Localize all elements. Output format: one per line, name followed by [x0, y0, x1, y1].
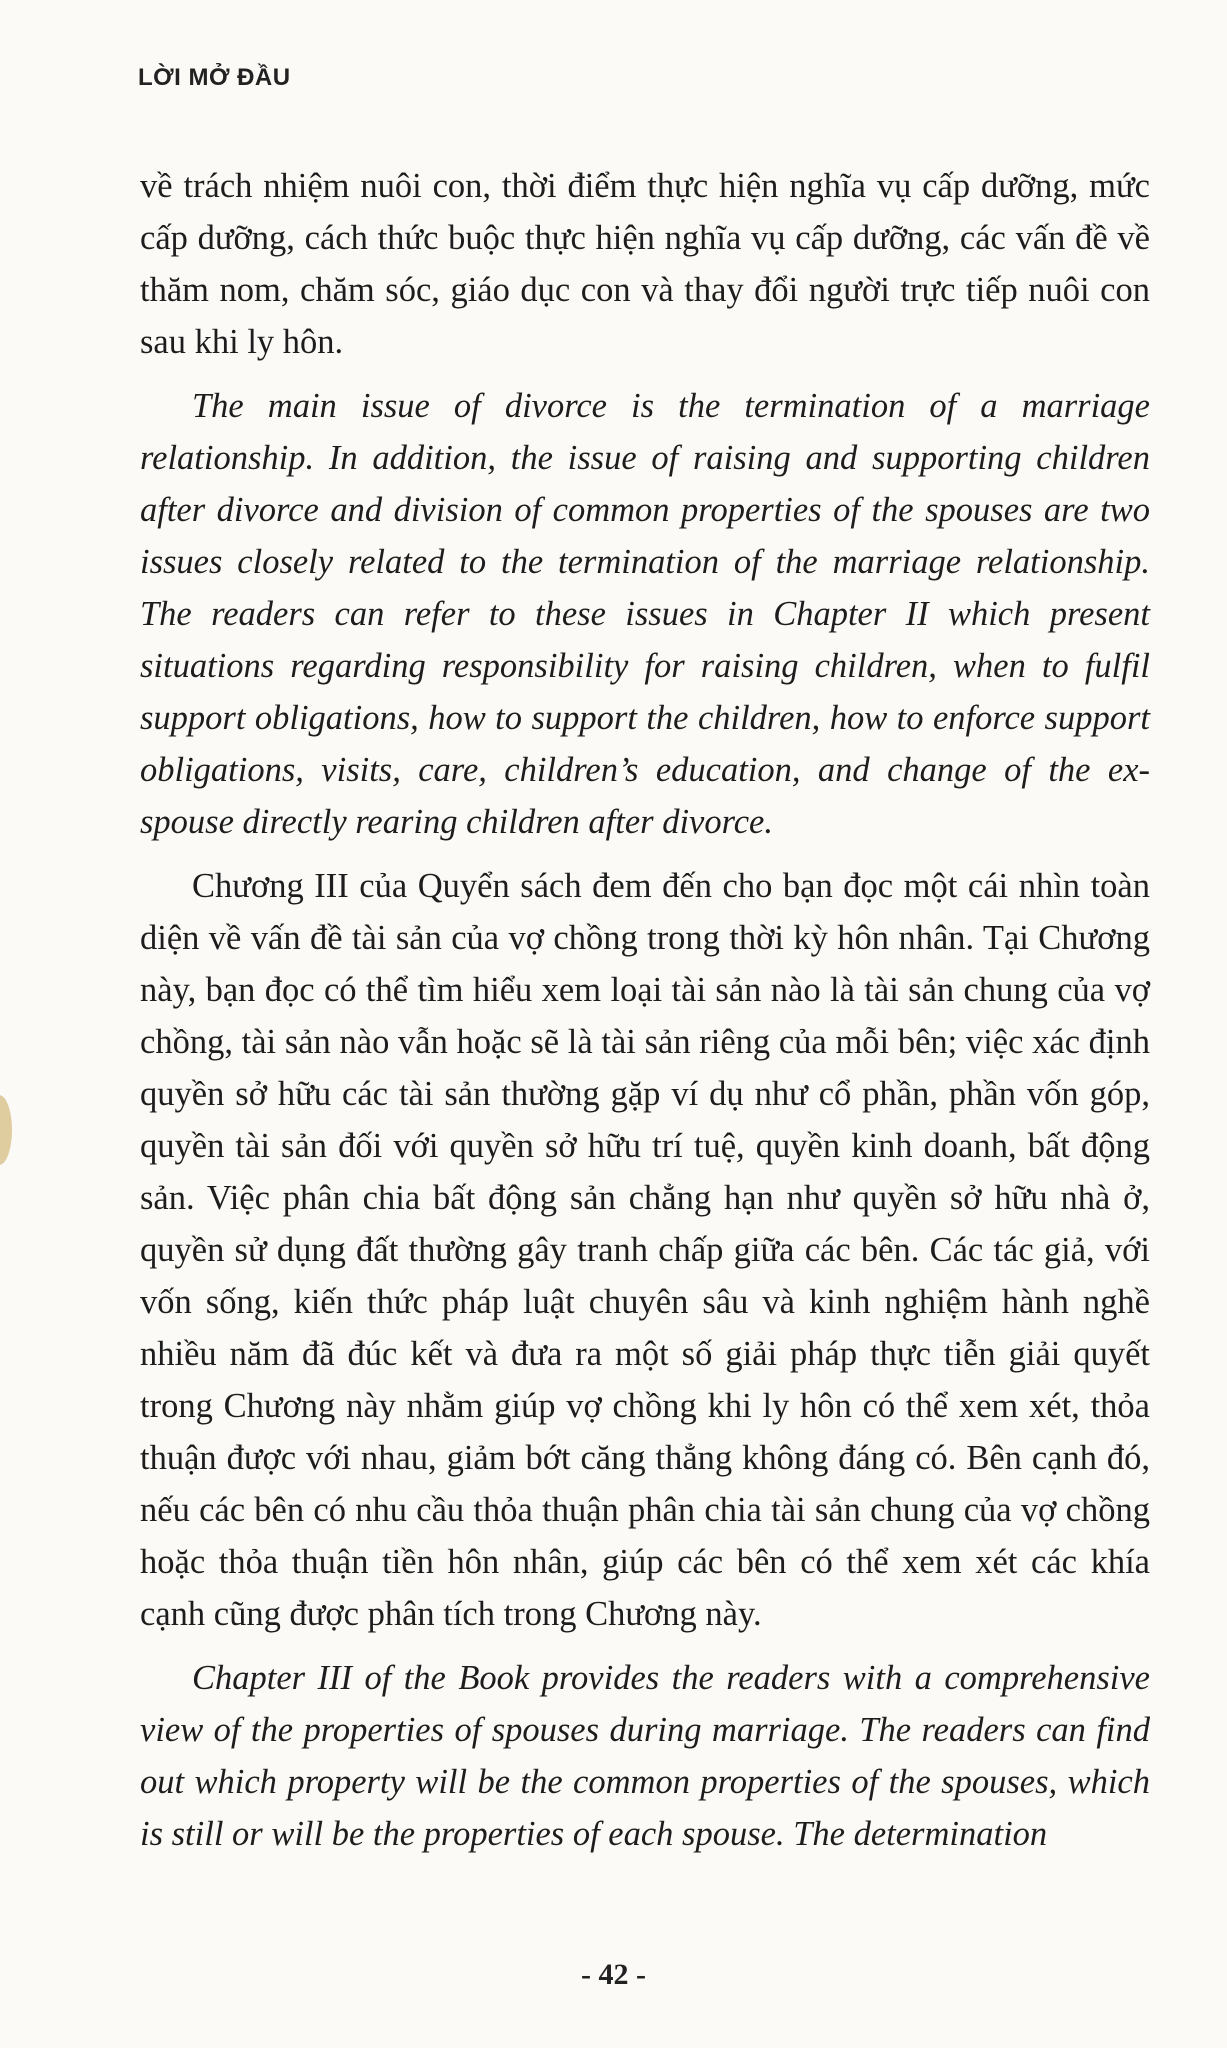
paragraph-vi-continuation: về trách nhiệm nuôi con, thời điểm thực hiện nghĩa vụ cấp dưỡng, mức cấp dưỡng, cách thức buộc thực hiện nghĩa vụ cấp dưỡng, các vấn đề về thăm nom, chăm sóc, giáo dục con và thay đổi người trực tiếp nuôi con sau khi ly hôn.: [140, 167, 1150, 361]
paragraph-vi-chapter-iii: Chương III của Quyển sách đem đến cho bạn đọc một cái nhìn toàn diện về vấn đề tài sản của vợ chồng trong thời kỳ hôn nhân. Tại Chương này, bạn đọc có thể tìm hiểu xem loại tài sản nào là tài sản chung của vợ chồng, tài sản nào vẫn hoặc sẽ là tài sản riêng của mỗi bên; việc xác định quyền sở hữu các tài sản thường gặp ví dụ như cổ phần, phần vốn góp, quyền tài sản đối với quyền sở hữu trí tuệ, quyền kinh doanh, bất động sản. Việc phân chia bất động sản chẳng hạn như quyền sở hữu nhà ở, quyền sử dụng đất thường gây tranh chấp giữa các bên. Các tác giả, với vốn sống, kiến thức pháp luật chuyên sâu và kinh nghiệm hành nghề nhiều năm đã đúc kết và đưa ra một số giải pháp thực tiễn giải quyết trong Chương này nhằm giúp vợ chồng khi ly hôn có thể xem xét, thỏa thuận được với nhau, giảm bớt căng thẳng không đáng có. Bên cạnh đó, nếu các bên có nhu cầu thỏa thuận phân chia tài sản chung của vợ chồng hoặc thỏa thuận tiền hôn nhân, giúp các bên có thể xem xét các khía cạnh cũng được phân tích trong Chương này.: [140, 867, 1150, 1633]
page-edge-stain: [0, 1095, 12, 1165]
page-number: - 42 -: [581, 1958, 646, 1991]
paragraph-en-chapter-iii: Chapter III of the Book provides the readers with a comprehensive view of the properties of spouses during marriage. The readers can find out which property will be the common properties of the spouses, which is still or will be the properties of each spouse. The determination: [140, 1659, 1150, 1853]
body-text: [140, 160, 1150, 1872]
running-header: LỜI MỞ ĐẦU: [138, 64, 291, 91]
paragraph-en-chapter-ii: The main issue of divorce is the termination of a marriage relationship. In addition, the issue of raising and supporting children after divorce and division of common properties of the spouses are two issues closely related to the termination of the marriage relationship. The readers can refer to these issues in Chapter II which present situations regarding responsibility for raising children, when to fulfil support obligations, how to support the children, how to enforce support obligations, visits, care, children’s education, and change of the ex-spouse directly rearing children after divorce.: [140, 387, 1150, 841]
